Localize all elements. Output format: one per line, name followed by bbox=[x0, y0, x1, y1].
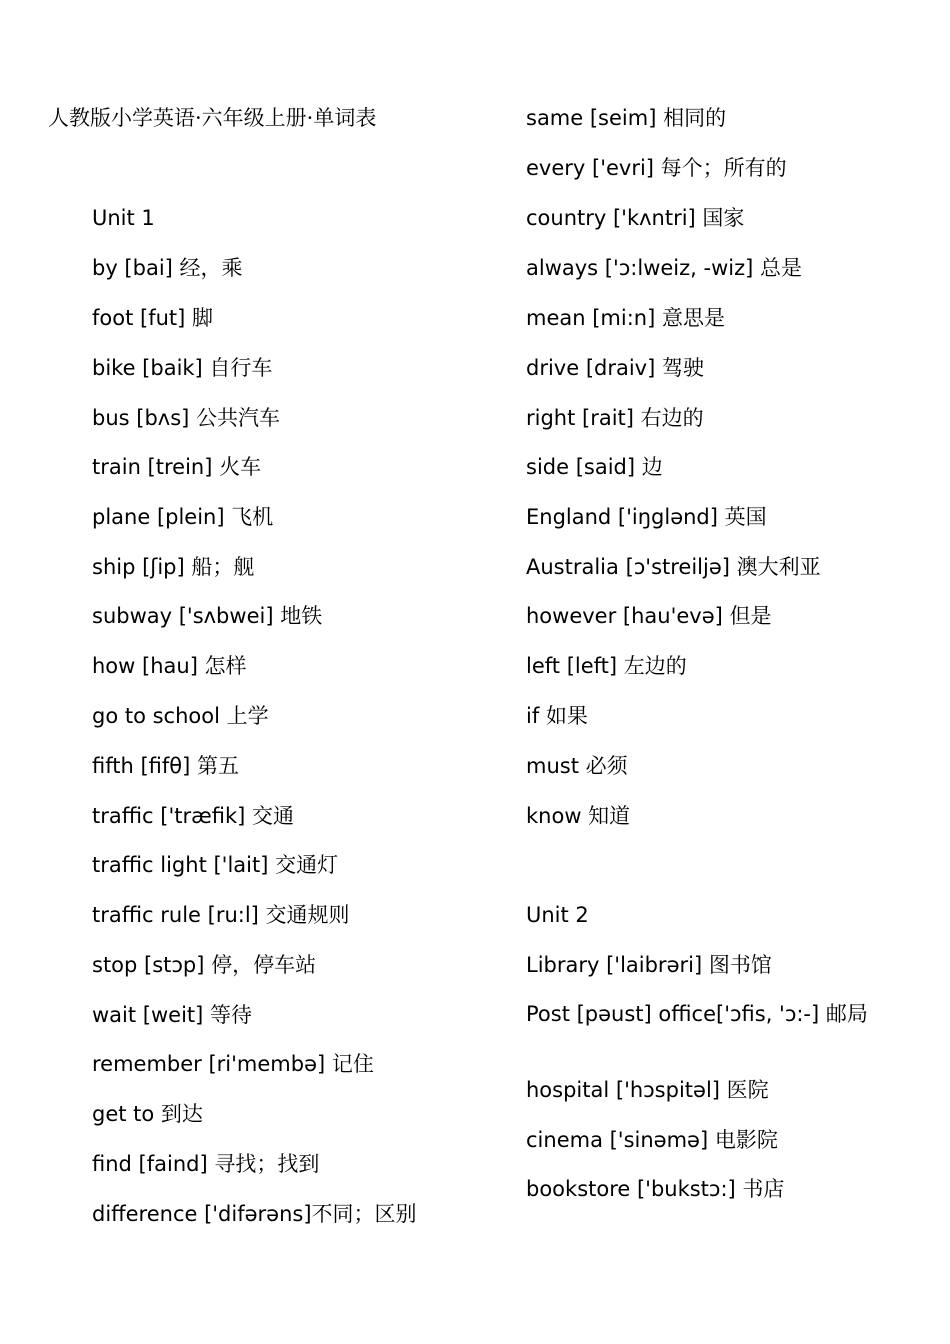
unit-heading: Unit 1 bbox=[92, 206, 155, 230]
vocab-entry: right [rait] 右边的 bbox=[526, 406, 704, 430]
vocab-entry: every ['evri] 每个；所有的 bbox=[526, 156, 787, 180]
vocab-entry: by [bai] 经，乘 bbox=[92, 256, 243, 280]
vocab-entry: must 必须 bbox=[526, 754, 628, 778]
vocab-entry: train [trein] 火车 bbox=[92, 455, 262, 479]
vocab-entry: plane [plein] 飞机 bbox=[92, 505, 274, 529]
vocab-entry: go to school 上学 bbox=[92, 704, 269, 728]
vocab-entry: mean [mi:n] 意思是 bbox=[526, 306, 725, 330]
vocab-entry: side [said] 边 bbox=[526, 455, 663, 479]
vocab-entry: foot [fut] 脚 bbox=[92, 306, 213, 330]
vocab-entry: bike [baik] 自行车 bbox=[92, 356, 273, 380]
vocab-entry: England ['iŋglənd] 英国 bbox=[526, 505, 767, 529]
vocab-entry: get to 到达 bbox=[92, 1102, 203, 1126]
vocab-entry: same [seim] 相同的 bbox=[526, 106, 727, 130]
vocab-entry: country ['kʌntri] 国家 bbox=[526, 206, 745, 230]
vocab-entry: hospital ['hɔspitəl] 医院 bbox=[526, 1078, 769, 1102]
vocab-entry: wait [weit] 等待 bbox=[92, 1003, 253, 1027]
vocab-entry: traffic light ['lait] 交通灯 bbox=[92, 853, 339, 877]
page-title: 人教版小学英语·六年级上册·单词表 bbox=[48, 106, 377, 130]
vocab-entry: Library ['laibrəri] 图书馆 bbox=[526, 953, 772, 977]
vocab-entry: Australia [ɔ'streiljə] 澳大利亚 bbox=[526, 555, 821, 579]
vocab-entry: if 如果 bbox=[526, 704, 588, 728]
vocab-entry: how [hau] 怎样 bbox=[92, 654, 247, 678]
vocab-entry: traffic ['træfik] 交通 bbox=[92, 804, 294, 828]
vocab-entry: know 知道 bbox=[526, 804, 631, 828]
vocab-entry: fifth [fifθ] 第五 bbox=[92, 754, 239, 778]
vocab-entry: traffic rule [ru:l] 交通规则 bbox=[92, 903, 350, 927]
vocab-entry: subway ['sʌbwei] 地铁 bbox=[92, 604, 323, 628]
vocab-entry: stop [stɔp] 停，停车站 bbox=[92, 953, 317, 977]
vocab-entry: left [left] 左边的 bbox=[526, 654, 687, 678]
vocab-entry: always ['ɔ:lweiz, -wiz] 总是 bbox=[526, 256, 802, 280]
vocab-entry: drive [draiv] 驾驶 bbox=[526, 356, 704, 380]
vocab-entry: bookstore ['bukstɔ:] 书店 bbox=[526, 1177, 785, 1201]
vocab-entry: find [faind] 寻找；找到 bbox=[92, 1152, 320, 1176]
vocab-entry: Post [pəust] office['ɔfis, 'ɔ:-] 邮局 bbox=[526, 1002, 868, 1026]
unit-heading: Unit 2 bbox=[526, 903, 589, 927]
vocab-entry: difference ['difərəns]不同；区别 bbox=[92, 1202, 417, 1226]
vocab-entry: remember [ri'membə] 记住 bbox=[92, 1052, 374, 1076]
vocab-entry: however [hau'evə] 但是 bbox=[526, 604, 772, 628]
vocab-entry: cinema ['sinəmə] 电影院 bbox=[526, 1128, 778, 1152]
vocab-entry: bus [bʌs] 公共汽车 bbox=[92, 406, 281, 430]
vocab-entry: ship [ʃip] 船；舰 bbox=[92, 555, 255, 579]
